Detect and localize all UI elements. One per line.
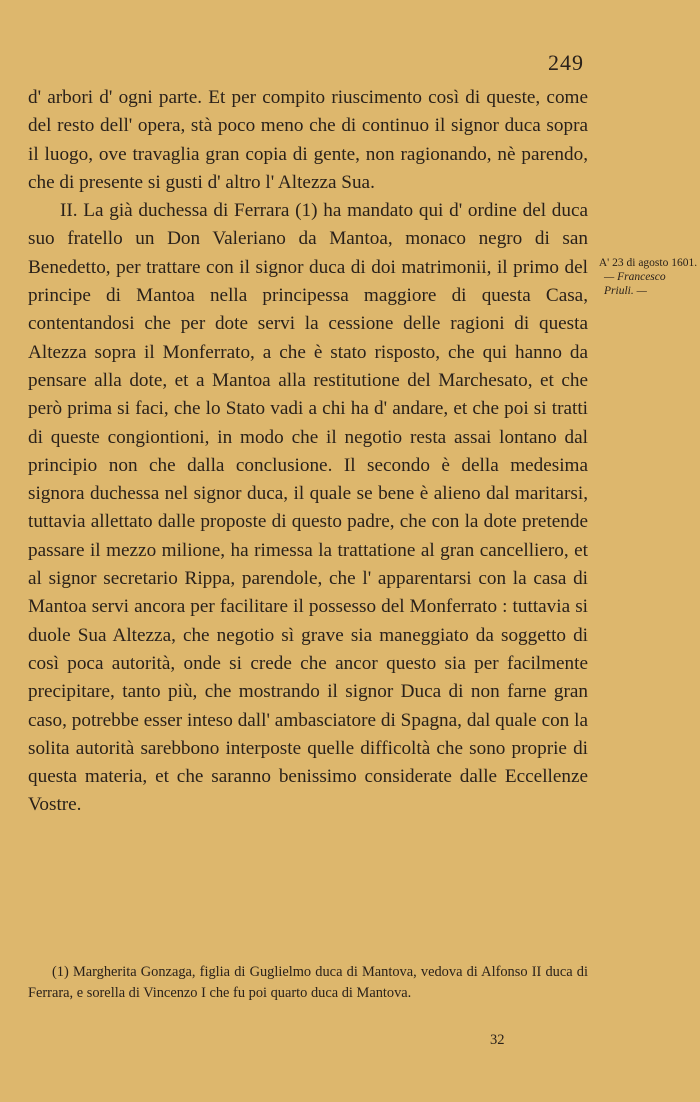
margin-note-author: — Francesco Priuli. — xyxy=(604,271,666,297)
margin-note-date: A' 23 di agosto 1601. xyxy=(598,257,698,269)
page-number: 249 xyxy=(548,50,584,75)
sheet-number: 32 xyxy=(490,1032,505,1048)
footnote-text: (1) Margherita Gonzaga, figlia di Guglielmo duca di Mantova, vedova di Alfonso II duca di Ferrara, e sorella di Vincenzo I che fu poi quarto duca di Mantova. xyxy=(28,964,588,1001)
paragraph-2: II. La già duchessa di Ferrara (1) ha mandato qui d' ordine del duca suo fratello un Don Valeriano da Mantoa, monaco negro di san Benedetto, per trattare con il signor duca di doi matrimonii, il primo del principe di Mantoa nella principessa maggiore di questa Casa, contentandosi che per dote servi la cessione delle ragioni di questa Altezza sopra il Monferrato, a che è stato risposto, che qui hanno da pensare alla dote, et a Mantoa alla restitutione del Marchesato, et che però prima si faci, che lo Stato vadi a chi ha d' andare, et che poi si tratti di queste congiontioni, in modo che il negotio resta assai lontano dal principio non che dalla conclusione. Il secondo è della medesima signora duchessa nel signor duca, il quale se bene è alieno dal maritarsi, tuttavia allettato dalle proposte di questo padre, che con la dote pretende passare il mezzo milione, ha rimessa la trattatione al gran cancelliero, et al signor secretario Rippa, parendole, che l' apparentarsi con la casa di Mantoa servi ancora per facilitare il possesso del Monferrato : tuttavia si duole Sua Altezza, che negotio sì grave sia maneggiato da soggetto di così poca autorità, onde si crede che ancor questo sia per facilmente precipitare, tanto più, che mostrando il signor Duca di non farne gran caso, potrebbe esser inteso dall' ambasciatore di Spagna, dal quale con la solita autorità sarebbono interposte quelle difficoltà che sono proprie di questa materia, et che saranno benissimo considerate dalle Eccellenze Vostre. xyxy=(28,200,588,816)
paragraph-1: d' arbori d' ogni parte. Et per compito riuscimento così di queste, come del resto dell' opera, stà poco meno che di continuo il signor duca sopra il luogo, ove travaglia gran copia di gente, non ragionando, nè parendo, che di presente si gusti d' altro l' Altezza Sua. xyxy=(28,87,588,193)
margin-note xyxy=(598,256,698,298)
main-text xyxy=(28,84,588,820)
footnote xyxy=(28,962,588,1003)
